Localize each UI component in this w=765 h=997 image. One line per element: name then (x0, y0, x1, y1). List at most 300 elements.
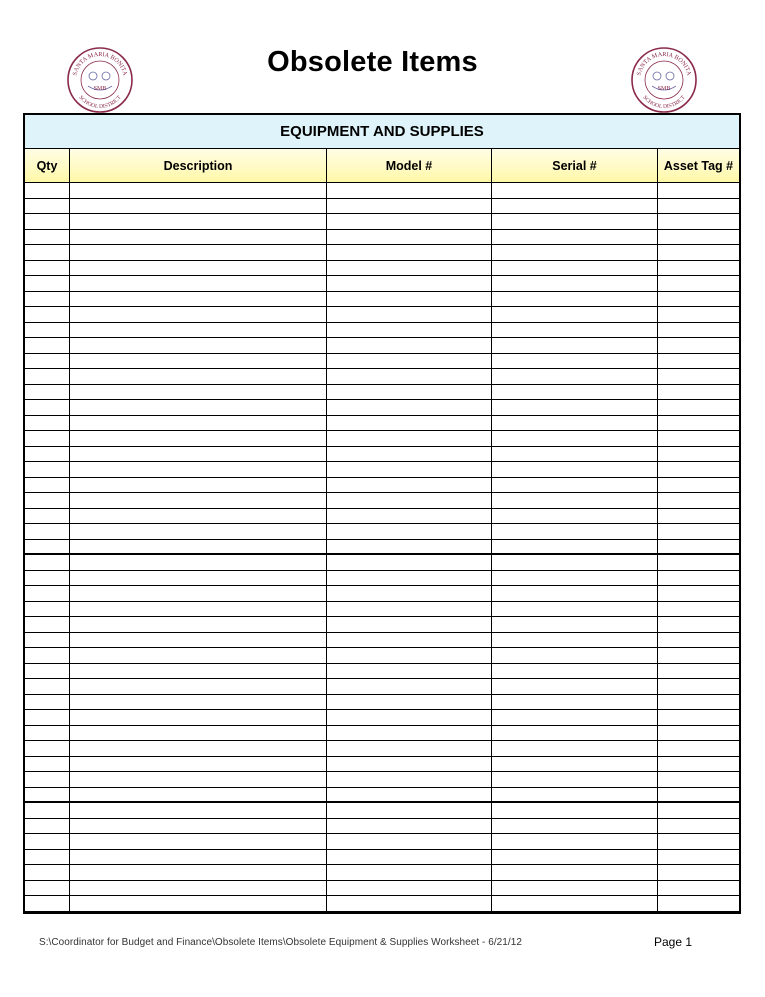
cell-asset-tag[interactable] (658, 865, 739, 880)
cell-description[interactable] (70, 462, 327, 477)
cell-qty[interactable] (25, 710, 70, 725)
table-row (25, 307, 739, 323)
cell-serial[interactable] (492, 509, 658, 524)
table-row (25, 230, 739, 246)
cell-serial[interactable] (492, 338, 658, 353)
table-row (25, 462, 739, 478)
cell-description[interactable] (70, 741, 327, 756)
cell-serial[interactable] (492, 385, 658, 400)
footer-page-number: Page 1 (654, 935, 693, 949)
cell-qty[interactable] (25, 416, 70, 431)
column-header-row (25, 149, 739, 183)
section-header: EQUIPMENT AND SUPPLIES (25, 115, 739, 149)
cell-serial[interactable] (492, 679, 658, 694)
table-row (25, 757, 739, 773)
table-row (25, 493, 739, 509)
cell-model[interactable] (327, 261, 492, 276)
cell-model[interactable] (327, 664, 492, 679)
cell-qty[interactable] (25, 571, 70, 586)
table-row (25, 276, 739, 292)
cell-model[interactable] (327, 571, 492, 586)
cell-asset-tag[interactable] (658, 354, 739, 369)
table-row (25, 540, 739, 556)
cell-description[interactable] (70, 524, 327, 539)
cell-description[interactable] (70, 493, 327, 508)
cell-model[interactable] (327, 850, 492, 865)
cell-model[interactable] (327, 633, 492, 648)
cell-asset-tag[interactable] (658, 850, 739, 865)
cell-description[interactable] (70, 276, 327, 291)
table-row (25, 741, 739, 757)
cell-model[interactable] (327, 586, 492, 601)
cell-serial[interactable] (492, 416, 658, 431)
cell-qty[interactable] (25, 896, 70, 911)
cell-description[interactable] (70, 478, 327, 493)
cell-description[interactable] (70, 617, 327, 632)
cell-model[interactable] (327, 834, 492, 849)
cell-serial[interactable] (492, 819, 658, 834)
cell-serial[interactable] (492, 617, 658, 632)
cell-model[interactable] (327, 245, 492, 260)
cell-serial[interactable] (492, 292, 658, 307)
cell-serial[interactable] (492, 230, 658, 245)
cell-qty[interactable] (25, 555, 70, 570)
cell-qty[interactable] (25, 633, 70, 648)
cell-description[interactable] (70, 230, 327, 245)
table-row (25, 602, 739, 618)
table-row (25, 695, 739, 711)
cell-asset-tag[interactable] (658, 261, 739, 276)
table-row (25, 385, 739, 401)
inventory-sheet (23, 113, 741, 914)
cell-qty[interactable] (25, 881, 70, 896)
cell-description[interactable] (70, 338, 327, 353)
cell-qty[interactable] (25, 214, 70, 229)
cell-serial[interactable] (492, 214, 658, 229)
cell-qty[interactable] (25, 865, 70, 880)
table-row (25, 447, 739, 463)
cell-model[interactable] (327, 493, 492, 508)
cell-qty[interactable] (25, 462, 70, 477)
cell-model[interactable] (327, 400, 492, 415)
cell-serial[interactable] (492, 726, 658, 741)
cell-description[interactable] (70, 540, 327, 554)
table-row (25, 586, 739, 602)
cell-asset-tag[interactable] (658, 230, 739, 245)
column-header-serial: Serial # (492, 149, 658, 182)
table-row (25, 323, 739, 339)
cell-qty[interactable] (25, 261, 70, 276)
cell-description[interactable] (70, 245, 327, 260)
cell-qty[interactable] (25, 819, 70, 834)
cell-qty[interactable] (25, 741, 70, 756)
cell-asset-tag[interactable] (658, 881, 739, 896)
cell-description[interactable] (70, 571, 327, 586)
table-row (25, 633, 739, 649)
cell-asset-tag[interactable] (658, 896, 739, 911)
cell-qty[interactable] (25, 772, 70, 787)
cell-model[interactable] (327, 292, 492, 307)
cell-description[interactable] (70, 602, 327, 617)
cell-serial[interactable] (492, 555, 658, 570)
cell-asset-tag[interactable] (658, 834, 739, 849)
table-row (25, 338, 739, 354)
cell-serial[interactable] (492, 447, 658, 462)
cell-serial[interactable] (492, 369, 658, 384)
cell-model[interactable] (327, 772, 492, 787)
cell-asset-tag[interactable] (658, 788, 739, 802)
cell-asset-tag[interactable] (658, 540, 739, 554)
column-header-qty: Qty (25, 149, 70, 182)
cell-qty[interactable] (25, 245, 70, 260)
cell-model[interactable] (327, 865, 492, 880)
cell-model[interactable] (327, 276, 492, 291)
cell-description[interactable] (70, 555, 327, 570)
cell-model[interactable] (327, 602, 492, 617)
cell-qty[interactable] (25, 648, 70, 663)
cell-serial[interactable] (492, 788, 658, 802)
table-row (25, 431, 739, 447)
table-row (25, 664, 739, 680)
cell-qty[interactable] (25, 276, 70, 291)
cell-serial[interactable] (492, 586, 658, 601)
cell-model[interactable] (327, 462, 492, 477)
table-row (25, 245, 739, 261)
cell-asset-tag[interactable] (658, 183, 739, 198)
cell-asset-tag[interactable] (658, 819, 739, 834)
cell-serial[interactable] (492, 741, 658, 756)
cell-asset-tag[interactable] (658, 199, 739, 214)
cell-description[interactable] (70, 896, 327, 911)
cell-description[interactable] (70, 354, 327, 369)
table-row (25, 400, 739, 416)
cell-qty[interactable] (25, 292, 70, 307)
cell-description[interactable] (70, 881, 327, 896)
cell-serial[interactable] (492, 307, 658, 322)
cell-qty[interactable] (25, 447, 70, 462)
cell-asset-tag[interactable] (658, 633, 739, 648)
table-row (25, 834, 739, 850)
cell-model[interactable] (327, 881, 492, 896)
cell-model[interactable] (327, 819, 492, 834)
cell-qty[interactable] (25, 431, 70, 446)
cell-asset-tag[interactable] (658, 664, 739, 679)
cell-qty[interactable] (25, 803, 70, 818)
cell-model[interactable] (327, 788, 492, 802)
cell-asset-tag[interactable] (658, 292, 739, 307)
cell-asset-tag[interactable] (658, 648, 739, 663)
cell-serial[interactable] (492, 896, 658, 911)
cell-qty[interactable] (25, 400, 70, 415)
cell-qty[interactable] (25, 834, 70, 849)
cell-serial[interactable] (492, 803, 658, 818)
cell-description[interactable] (70, 416, 327, 431)
table-row (25, 369, 739, 385)
cell-asset-tag[interactable] (658, 726, 739, 741)
cell-description[interactable] (70, 586, 327, 601)
cell-asset-tag[interactable] (658, 695, 739, 710)
cell-serial[interactable] (492, 772, 658, 787)
footer-file-path: S:\Coordinator for Budget and Finance\Obsolete Items\Obsolete Equipment & Supplies Worksheet - 6/21/12 (39, 937, 522, 948)
table-row (25, 571, 739, 587)
table-row (25, 803, 739, 819)
cell-qty[interactable] (25, 307, 70, 322)
cell-serial[interactable] (492, 245, 658, 260)
cell-model[interactable] (327, 354, 492, 369)
cell-serial[interactable] (492, 478, 658, 493)
cell-model[interactable] (327, 183, 492, 198)
table-body (25, 183, 739, 912)
cell-model[interactable] (327, 385, 492, 400)
cell-model[interactable] (327, 648, 492, 663)
cell-serial[interactable] (492, 261, 658, 276)
cell-serial[interactable] (492, 881, 658, 896)
cell-qty[interactable] (25, 199, 70, 214)
cell-description[interactable] (70, 431, 327, 446)
table-row (25, 555, 739, 571)
cell-description[interactable] (70, 679, 327, 694)
cell-asset-tag[interactable] (658, 524, 739, 539)
cell-model[interactable] (327, 803, 492, 818)
svg-text:SCHOOL DISTRICT: SCHOOL DISTRICT (641, 94, 687, 111)
cell-serial[interactable] (492, 354, 658, 369)
cell-asset-tag[interactable] (658, 741, 739, 756)
table-row (25, 292, 739, 308)
cell-asset-tag[interactable] (658, 323, 739, 338)
cell-asset-tag[interactable] (658, 447, 739, 462)
cell-description[interactable] (70, 648, 327, 663)
cell-qty[interactable] (25, 757, 70, 772)
table-row (25, 865, 739, 881)
table-row (25, 524, 739, 540)
cell-serial[interactable] (492, 602, 658, 617)
table-row (25, 772, 739, 788)
cell-description[interactable] (70, 292, 327, 307)
cell-description[interactable] (70, 865, 327, 880)
cell-asset-tag[interactable] (658, 245, 739, 260)
cell-serial[interactable] (492, 199, 658, 214)
cell-model[interactable] (327, 447, 492, 462)
table-row (25, 788, 739, 804)
table-row (25, 648, 739, 664)
cell-model[interactable] (327, 369, 492, 384)
svg-text:SMB: SMB (657, 86, 671, 92)
cell-serial[interactable] (492, 462, 658, 477)
cell-description[interactable] (70, 199, 327, 214)
cell-model[interactable] (327, 726, 492, 741)
cell-description[interactable] (70, 819, 327, 834)
cell-description[interactable] (70, 214, 327, 229)
cell-model[interactable] (327, 338, 492, 353)
cell-model[interactable] (327, 741, 492, 756)
table-row (25, 509, 739, 525)
cell-serial[interactable] (492, 648, 658, 663)
cell-description[interactable] (70, 633, 327, 648)
cell-description[interactable] (70, 307, 327, 322)
cell-model[interactable] (327, 555, 492, 570)
cell-asset-tag[interactable] (658, 710, 739, 725)
document-title: Obsolete Items (267, 46, 478, 78)
cell-qty[interactable] (25, 664, 70, 679)
cell-serial[interactable] (492, 276, 658, 291)
cell-model[interactable] (327, 509, 492, 524)
cell-qty[interactable] (25, 183, 70, 198)
cell-asset-tag[interactable] (658, 214, 739, 229)
cell-description[interactable] (70, 369, 327, 384)
cell-qty[interactable] (25, 369, 70, 384)
cell-asset-tag[interactable] (658, 276, 739, 291)
cell-qty[interactable] (25, 338, 70, 353)
cell-model[interactable] (327, 617, 492, 632)
cell-qty[interactable] (25, 354, 70, 369)
table-row (25, 183, 739, 199)
cell-serial[interactable] (492, 540, 658, 554)
cell-model[interactable] (327, 695, 492, 710)
table-row (25, 617, 739, 633)
column-header-asset-tag: Asset Tag # (658, 149, 739, 182)
cell-model[interactable] (327, 757, 492, 772)
cell-description[interactable] (70, 509, 327, 524)
svg-text:SANTA MARIA BONITA: SANTA MARIA BONITA (71, 50, 129, 77)
cell-model[interactable] (327, 896, 492, 911)
cell-serial[interactable] (492, 183, 658, 198)
cell-model[interactable] (327, 679, 492, 694)
table-row (25, 710, 739, 726)
cell-asset-tag[interactable] (658, 478, 739, 493)
district-seal-right (630, 46, 698, 114)
cell-serial[interactable] (492, 834, 658, 849)
cell-qty[interactable] (25, 617, 70, 632)
cell-model[interactable] (327, 524, 492, 539)
cell-serial[interactable] (492, 710, 658, 725)
cell-asset-tag[interactable] (658, 416, 739, 431)
cell-qty[interactable] (25, 478, 70, 493)
cell-asset-tag[interactable] (658, 338, 739, 353)
cell-qty[interactable] (25, 788, 70, 802)
cell-qty[interactable] (25, 850, 70, 865)
cell-description[interactable] (70, 664, 327, 679)
cell-qty[interactable] (25, 524, 70, 539)
cell-asset-tag[interactable] (658, 772, 739, 787)
cell-model[interactable] (327, 710, 492, 725)
cell-description[interactable] (70, 803, 327, 818)
cell-serial[interactable] (492, 524, 658, 539)
table-row (25, 679, 739, 695)
cell-asset-tag[interactable] (658, 586, 739, 601)
cell-qty[interactable] (25, 679, 70, 694)
cell-serial[interactable] (492, 757, 658, 772)
cell-serial[interactable] (492, 865, 658, 880)
cell-description[interactable] (70, 757, 327, 772)
cell-description[interactable] (70, 726, 327, 741)
cell-model[interactable] (327, 214, 492, 229)
cell-model[interactable] (327, 416, 492, 431)
cell-serial[interactable] (492, 571, 658, 586)
cell-serial[interactable] (492, 400, 658, 415)
cell-asset-tag[interactable] (658, 509, 739, 524)
cell-model[interactable] (327, 431, 492, 446)
cell-asset-tag[interactable] (658, 307, 739, 322)
cell-model[interactable] (327, 230, 492, 245)
cell-serial[interactable] (492, 493, 658, 508)
cell-asset-tag[interactable] (658, 555, 739, 570)
cell-qty[interactable] (25, 586, 70, 601)
column-header-model: Model # (327, 149, 492, 182)
cell-asset-tag[interactable] (658, 462, 739, 477)
cell-asset-tag[interactable] (658, 803, 739, 818)
cell-serial[interactable] (492, 323, 658, 338)
cell-description[interactable] (70, 447, 327, 462)
cell-description[interactable] (70, 323, 327, 338)
cell-qty[interactable] (25, 509, 70, 524)
cell-asset-tag[interactable] (658, 617, 739, 632)
svg-text:SANTA MARIA BONITA: SANTA MARIA BONITA (635, 50, 693, 77)
cell-asset-tag[interactable] (658, 602, 739, 617)
cell-qty[interactable] (25, 726, 70, 741)
table-row (25, 478, 739, 494)
cell-asset-tag[interactable] (658, 385, 739, 400)
table-row (25, 261, 739, 277)
table-row (25, 896, 739, 912)
table-row (25, 850, 739, 866)
svg-text:SCHOOL DISTRICT: SCHOOL DISTRICT (77, 94, 123, 111)
cell-model[interactable] (327, 323, 492, 338)
cell-qty[interactable] (25, 540, 70, 554)
cell-asset-tag[interactable] (658, 571, 739, 586)
cell-model[interactable] (327, 478, 492, 493)
cell-serial[interactable] (492, 695, 658, 710)
cell-description[interactable] (70, 183, 327, 198)
cell-description[interactable] (70, 772, 327, 787)
table-row (25, 819, 739, 835)
cell-qty[interactable] (25, 230, 70, 245)
cell-model[interactable] (327, 199, 492, 214)
cell-asset-tag[interactable] (658, 757, 739, 772)
table-row (25, 199, 739, 215)
table-row (25, 416, 739, 432)
cell-qty[interactable] (25, 493, 70, 508)
cell-serial[interactable] (492, 633, 658, 648)
cell-qty[interactable] (25, 695, 70, 710)
cell-model[interactable] (327, 540, 492, 554)
cell-asset-tag[interactable] (658, 493, 739, 508)
cell-asset-tag[interactable] (658, 369, 739, 384)
cell-description[interactable] (70, 850, 327, 865)
cell-serial[interactable] (492, 850, 658, 865)
cell-description[interactable] (70, 834, 327, 849)
table-row (25, 881, 739, 897)
cell-model[interactable] (327, 307, 492, 322)
cell-description[interactable] (70, 710, 327, 725)
cell-serial[interactable] (492, 431, 658, 446)
cell-description[interactable] (70, 695, 327, 710)
svg-text:SMB: SMB (93, 86, 107, 92)
cell-qty[interactable] (25, 602, 70, 617)
cell-serial[interactable] (492, 664, 658, 679)
cell-description[interactable] (70, 400, 327, 415)
table-row (25, 354, 739, 370)
table-row (25, 214, 739, 230)
table-row (25, 726, 739, 742)
cell-qty[interactable] (25, 385, 70, 400)
cell-description[interactable] (70, 385, 327, 400)
cell-asset-tag[interactable] (658, 679, 739, 694)
cell-description[interactable] (70, 788, 327, 802)
cell-qty[interactable] (25, 323, 70, 338)
cell-description[interactable] (70, 261, 327, 276)
cell-asset-tag[interactable] (658, 431, 739, 446)
cell-asset-tag[interactable] (658, 400, 739, 415)
